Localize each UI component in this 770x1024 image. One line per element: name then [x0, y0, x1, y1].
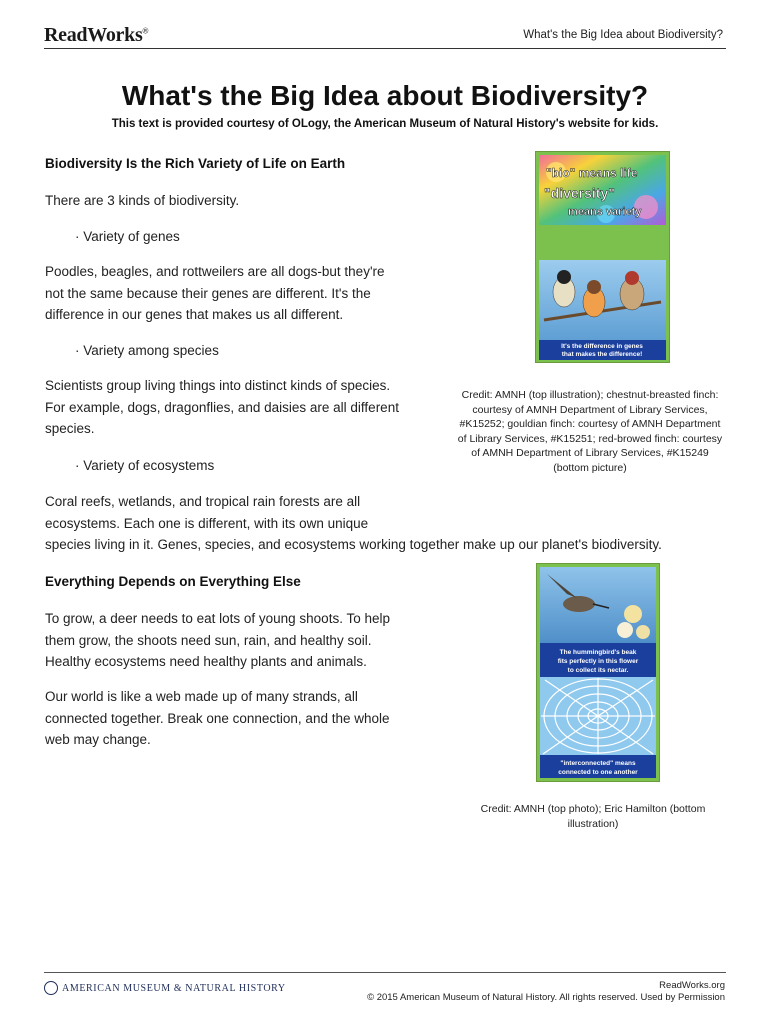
image2-banner1-line2: fits perfectly in this flower [557, 658, 639, 665]
bullet-variety-of-genes: · Variety of genes [75, 229, 180, 244]
header-divider [44, 48, 726, 49]
source-credit: This text is provided courtesy of OLogy, the American Museum of Natural History's website for kids. [111, 118, 659, 130]
paragraph-deer: To grow, a deer needs to eat lots of young shoots. To help them grow, the shoots need sun, rain, and healthy soil. Healthy ecosystems need healthy plants and animals. [45, 611, 390, 669]
footer-copyright: © 2015 American Museum of Natural History. All rights reserved. Used by Permission [367, 992, 725, 1003]
image2-banner2-line2: connected to one another [558, 769, 638, 776]
biodiversity-illustration [535, 151, 670, 363]
amnh-logo: AMERICAN MUSEUM & NATURAL HISTORY [44, 981, 286, 995]
interconnected-illustration [536, 563, 660, 782]
intro-paragraph: There are 3 kinds of biodiversity. [45, 193, 240, 208]
image1-caption: Credit: AMNH (top illustration); chestnut-breasted finch: courtesy of AMNH Department of Library Services, #K15252; gouldian finch: courtesy of AMNH Department of Library Services, #K15251; red-browed finch: courtesy of AMNH Department of Library Services, #K15249 (bottom picture) [457, 389, 723, 474]
header-document-title: What's the Big Idea about Biodiversity? [523, 29, 723, 41]
bullet-variety-of-ecosystems: · Variety of ecosystems [75, 458, 215, 473]
image1-banner-line2: that makes the difference! [561, 351, 643, 358]
image1-banner-line1: It's the difference in genes [561, 343, 643, 350]
paragraph-web: Our world is like a web made up of many strands, all connected together. Break one connection, and the whole web may change. [45, 689, 390, 747]
paragraph-genes: Poodles, beagles, and rottweilers are all dogs-but they're not the same because their genes are different. It's the difference in our genes that makes us all different. [45, 264, 385, 322]
bullet-variety-among-species: · Variety among species [75, 343, 219, 358]
footer-divider [44, 972, 726, 973]
footer-credits [367, 980, 725, 1004]
image2-banner1-line3: to collect its nectar. [567, 667, 629, 674]
image1-text-line2: "diversity" [544, 185, 615, 201]
image2-banner2-line1: "interconnected" means [560, 760, 636, 767]
readworks-logo: ReadWorks® [44, 24, 149, 46]
page-title: What's the Big Idea about Biodiversity? [121, 80, 649, 111]
image1-text-line1: "bio" means life [546, 166, 638, 180]
section-heading-biodiversity: Biodiversity Is the Rich Variety of Life on Earth [45, 156, 346, 171]
paragraph-species: Scientists group living things into distinct kinds of species. For example, dogs, dragonflies, and daisies are all different species. [45, 378, 399, 436]
image2-banner1-line1: The hummingbird's beak [559, 649, 637, 656]
image2-caption: Credit: AMNH (top photo); Eric Hamilton (bottom illustration) [480, 803, 706, 830]
image1-text-line3: means variety [568, 206, 642, 218]
footer-site: ReadWorks.org [659, 980, 725, 991]
section-heading-everything-depends: Everything Depends on Everything Else [45, 574, 301, 589]
paragraph-ecosystems: Coral reefs, wetlands, and tropical rain forests are all ecosystems. Each one is different, with its own unique species living in it. Genes, species, and ecosystems working together make up our planet's biodiversity. [45, 494, 662, 552]
amnh-emblem-icon [44, 981, 58, 995]
